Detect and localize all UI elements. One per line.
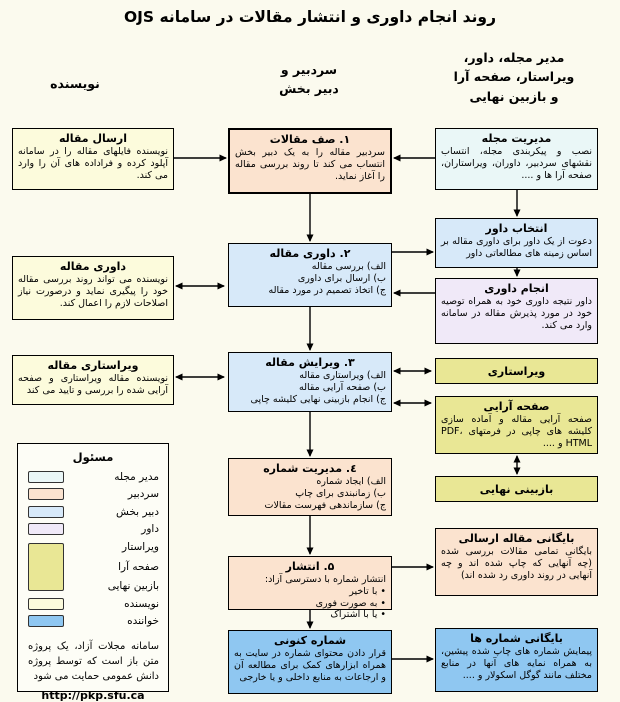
legend-swatch-editor [28,488,64,500]
legend-label: داور [141,523,159,536]
box-title: داوری مقاله [59,260,127,273]
box-body: پیمایش شماره های چاپ شده پیشین، به همراه نمایه های آنها در منابع مختلف مانند گوگل اسکولار و .... [441,646,592,681]
box-title: انتخاب داور [485,222,548,235]
legend-label: ویراستار [122,541,159,553]
legend-swatch-section-editor [28,506,64,518]
box-title: ۲. داوری مقاله [269,247,351,260]
box-title: ارسال مقاله [58,132,128,145]
box-body: نصب و پیکربندی مجله، انتساب نقشهای سردبیر، داوران، ویراستاران، صفحه آرا ها و .... [441,146,592,181]
legend-item-reader [18,613,168,631]
box-body: الف) بررسی مقاله ب) ارسال برای داوری ج) اتخاذ تصمیم در مورد مقاله [268,261,386,296]
legend-swatch-journal-manager [28,471,64,483]
legend-item-editor [18,486,168,504]
legend-swatch-copyeditor-layout-proofreader [28,543,64,591]
box-submit-article [12,128,174,190]
legend-label: نویسنده [124,597,159,610]
legend-item-section-editor [18,503,168,521]
legend-label: دبیر بخش [116,505,159,518]
box-body: دعوت از یک داور برای داوری مقاله بر اساس زمینه های مطالعاتی داور [441,236,592,259]
box-conduct-review [435,278,598,344]
box-body: انتشار شماره با دسترسی آزاد: • با تاخیر • به صورت فوری • یا با اشتراک [264,574,386,621]
box-title: مدیریت مجله [481,132,552,145]
legend-item-reviewer [18,521,168,539]
box-body: نویسنده فایلهای مقاله را در سامانه آپلود کرده و فراداده های آن را وارد می کند. [18,146,168,181]
legend-label: صفحه آرا [118,560,159,573]
box-layout [435,396,598,454]
box-body: الف) ایجاد شماره ب) زمانبندی برای چاپ ج) سازماندهی فهرست مقالات [264,476,386,511]
box-copyediting [435,358,598,384]
box-step5-publication [228,556,392,621]
box-title: بایگانی مقاله ارسالی [458,532,575,545]
box-title: شماره کنونی [273,634,347,647]
box-step1-submission-queue [228,128,392,194]
box-body: داور نتیجه داوری خود به همراه توصیه خود در مورد پذیرش مقاله در سامانه وارد می کند. [441,296,592,331]
box-select-reviewer [435,218,598,268]
box-title: ۳. ویرایش مقاله [265,356,355,369]
box-body: نویسنده مقاله ویراستاری و صفحه آرایی شده را بررسی و تایید می کند [18,373,168,396]
column-header-staff: مدیر مجله، داور، ویراستار، صفحه آرا و بازبین نهایی [453,50,575,104]
column-header-editor: سردبیر و دبیر بخش [279,62,339,97]
box-body: نویسنده می تواند روند بررسی مقاله خود را پیگیری نماید و درصورت نیاز اصلاحات لازم را اعمال کند. [18,274,168,309]
box-title: ویراستاری [487,364,546,378]
legend-swatch-author [28,598,64,610]
pkp-url: http://pkp.sfu.ca [41,689,145,702]
legend-label: خواننده [127,615,159,628]
box-body: سردبیر مقاله را به یک دبیر بخش انتساب می کند تا روند بررسی مقاله را آغاز نماید. [235,147,385,182]
legend-box [17,443,169,702]
legend-item-author [18,595,168,613]
legend-item-copyeditor-layout-proofreader [18,538,168,595]
box-body: صفحه آرایی مقاله و آماده سازی کلیشه های چاپی در فرمتهای PDF، HTML و .... [441,414,592,449]
legend-swatch-reader [28,615,64,627]
box-title: ۱. صف مقالات [269,133,351,146]
box-title: ۵. انتشار [285,560,335,573]
box-body: بایگانی تمامی مقالات بررسی شده (چه آنهایی که چاپ شده اند و چه آنهایی در روند داوری رد شده اند) [441,546,592,581]
box-journal-management [435,128,598,190]
box-step4-issue-management [228,458,392,516]
legend-swatch-reviewer [28,523,64,535]
box-body: الف) ویراستاری مقاله ب) صفحه آرایی مقاله ج) انجام بازبینی نهایی کلیشه چاپی [250,370,386,405]
legend-label: مدیر مجله [114,470,159,483]
legend-item-journal-manager [18,468,168,486]
legend-title: مسئول [72,450,114,464]
box-author-review-tracking [12,256,174,320]
page-title: روند انجام داوری و انتشار مقالات در سامانه OJS [123,8,496,26]
box-author-copyedit-approve [12,355,174,405]
legend-label: سردبیر [127,488,159,501]
box-submission-archive [435,528,598,596]
box-step3-editing [228,352,392,412]
box-body: قرار دادن محتوای شماره در سایت به همراه ابزارهای کمک برای مطالعه آن و ارجاعات به منابع داخلی و یا خارجی [234,648,386,683]
box-title: بازبینی نهایی [479,482,554,496]
legend-label: بازبین نهایی [107,580,159,592]
box-title: ویراستاری مقاله [47,359,139,372]
column-header-author: نویسنده [50,76,100,91]
box-title: ٤. مدیریت شماره [263,462,357,475]
box-issue-archive [435,628,598,692]
box-title: انجام داوری [484,282,549,295]
box-proofreading [435,476,598,502]
legend-labels [108,538,159,595]
pkp-note: سامانه مجلات آزاد، یک پروژه متن باز است که توسط پروژه دانش عمومی حمایت می شود [28,641,159,682]
box-current-issue [228,630,392,694]
box-title: بایگانی شماره ها [470,632,563,645]
box-title: صفحه آرایی [483,400,550,413]
box-step2-review [228,243,392,307]
